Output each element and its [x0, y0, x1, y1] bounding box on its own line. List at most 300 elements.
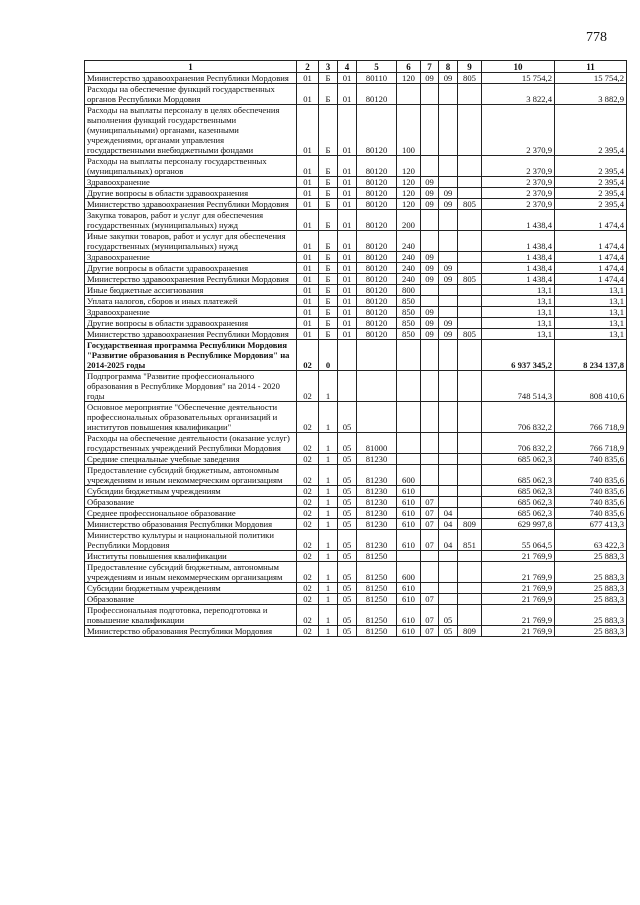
code-col-3: 0	[319, 340, 338, 371]
code-col-3: Б	[319, 210, 338, 231]
amount-col-11: 25 883,3	[555, 626, 627, 637]
code-col-6	[397, 551, 421, 562]
row-name: Уплата налогов, сборов и иных платежей	[85, 296, 297, 307]
code-col-2: 01	[297, 84, 319, 105]
code-col-8	[439, 402, 458, 433]
code-col-5: 80120	[357, 105, 397, 156]
code-col-4	[338, 340, 357, 371]
code-col-8	[439, 340, 458, 371]
code-col-2: 01	[297, 263, 319, 274]
code-col-6: 610	[397, 583, 421, 594]
code-col-5: 80120	[357, 252, 397, 263]
amount-col-10: 2 370,9	[482, 188, 555, 199]
amount-col-10: 2 370,9	[482, 177, 555, 188]
code-col-9	[458, 318, 482, 329]
row-name: Министерство образования Республики Мордовия	[85, 626, 297, 637]
row-name: Расходы на выплаты персоналу в целях обеспечения выполнения функций государственными (муниципальными) органами, казенными учреждениями, органами управления государственными внебюджетными фондами	[85, 105, 297, 156]
column-header: 2	[297, 61, 319, 73]
code-col-9: 809	[458, 626, 482, 637]
amount-col-10: 1 438,4	[482, 231, 555, 252]
code-col-8: 09	[439, 329, 458, 340]
budget-table	[84, 60, 627, 637]
amount-col-11: 740 835,6	[555, 454, 627, 465]
row-name: Предоставление субсидий бюджетным, автономным учреждениям и иным некоммерческим организациям	[85, 562, 297, 583]
code-col-3: 1	[319, 594, 338, 605]
code-col-6: 120	[397, 199, 421, 210]
column-header: 5	[357, 61, 397, 73]
code-col-8	[439, 454, 458, 465]
table-row	[85, 626, 627, 637]
row-name: Здравоохранение	[85, 307, 297, 318]
code-col-9	[458, 188, 482, 199]
code-col-4: 01	[338, 156, 357, 177]
code-col-8: 09	[439, 274, 458, 285]
code-col-8	[439, 210, 458, 231]
code-col-3: Б	[319, 307, 338, 318]
code-col-3: 1	[319, 454, 338, 465]
code-col-5: 81250	[357, 562, 397, 583]
code-col-9	[458, 340, 482, 371]
code-col-4	[338, 371, 357, 402]
code-col-7: 09	[421, 177, 439, 188]
amount-col-11: 677 413,3	[555, 519, 627, 530]
amount-col-10: 1 438,4	[482, 263, 555, 274]
code-col-8: 04	[439, 530, 458, 551]
code-col-8: 05	[439, 626, 458, 637]
row-name: Государственная программа Республики Мордовия "Развитие образования в Республике Мордовия" на 2014-2025 годы	[85, 340, 297, 371]
code-col-6: 120	[397, 177, 421, 188]
code-col-9	[458, 285, 482, 296]
table-row	[85, 454, 627, 465]
code-col-3: 1	[319, 508, 338, 519]
code-col-2: 01	[297, 274, 319, 285]
row-name: Подпрограмма "Развитие профессионального образования в Республике Мордовия" на 2014 - 2020 годы	[85, 371, 297, 402]
code-col-7	[421, 465, 439, 486]
amount-col-10: 13,1	[482, 285, 555, 296]
amount-col-11: 25 883,3	[555, 551, 627, 562]
table-row	[85, 252, 627, 263]
code-col-7: 09	[421, 252, 439, 263]
table-row	[85, 307, 627, 318]
page-number: 778	[586, 30, 607, 45]
code-col-7: 09	[421, 263, 439, 274]
code-col-3: Б	[319, 296, 338, 307]
code-col-9	[458, 156, 482, 177]
amount-col-11: 740 835,6	[555, 508, 627, 519]
amount-col-10: 2 370,9	[482, 156, 555, 177]
amount-col-11: 1 474,4	[555, 263, 627, 274]
code-col-2: 01	[297, 156, 319, 177]
amount-col-11: 8 234 137,8	[555, 340, 627, 371]
code-col-3: 1	[319, 402, 338, 433]
code-col-6: 850	[397, 318, 421, 329]
code-col-3: 1	[319, 626, 338, 637]
code-col-8: 09	[439, 263, 458, 274]
code-col-8: 09	[439, 73, 458, 84]
amount-col-10: 21 769,9	[482, 605, 555, 626]
code-col-9: 809	[458, 519, 482, 530]
code-col-6: 240	[397, 231, 421, 252]
column-header: 7	[421, 61, 439, 73]
code-col-7	[421, 433, 439, 454]
table-row	[85, 210, 627, 231]
amount-col-11: 13,1	[555, 318, 627, 329]
code-col-8	[439, 583, 458, 594]
code-col-5: 80120	[357, 84, 397, 105]
table-header-row	[85, 61, 627, 73]
code-col-5: 80120	[357, 329, 397, 340]
row-name: Профессиональная подготовка, переподготовка и повышение квалификации	[85, 605, 297, 626]
code-col-9	[458, 263, 482, 274]
code-col-8	[439, 594, 458, 605]
table-row	[85, 530, 627, 551]
code-col-3: Б	[319, 177, 338, 188]
row-name: Министерство образования Республики Мордовия	[85, 519, 297, 530]
code-col-6: 850	[397, 329, 421, 340]
code-col-3: Б	[319, 199, 338, 210]
amount-col-10: 685 062,3	[482, 465, 555, 486]
code-col-4: 01	[338, 188, 357, 199]
code-col-9	[458, 583, 482, 594]
row-name: Институты повышения квалификации	[85, 551, 297, 562]
code-col-6: 800	[397, 285, 421, 296]
code-col-9	[458, 402, 482, 433]
amount-col-11: 740 835,6	[555, 497, 627, 508]
table-row	[85, 562, 627, 583]
amount-col-10: 21 769,9	[482, 594, 555, 605]
code-col-6	[397, 402, 421, 433]
code-col-5: 81250	[357, 583, 397, 594]
code-col-7	[421, 285, 439, 296]
code-col-2: 02	[297, 551, 319, 562]
code-col-3: Б	[319, 105, 338, 156]
amount-col-11: 1 474,4	[555, 252, 627, 263]
code-col-7	[421, 486, 439, 497]
column-header: 1	[85, 61, 297, 73]
table-row	[85, 433, 627, 454]
amount-col-10: 55 064,5	[482, 530, 555, 551]
amount-col-10: 1 438,4	[482, 210, 555, 231]
code-col-9	[458, 465, 482, 486]
table-row	[85, 231, 627, 252]
code-col-4: 01	[338, 318, 357, 329]
row-name: Закупка товаров, работ и услуг для обеспечения государственных (муниципальных) нужд	[85, 210, 297, 231]
table-row	[85, 519, 627, 530]
amount-col-11: 1 474,4	[555, 231, 627, 252]
code-col-6: 240	[397, 263, 421, 274]
code-col-4: 05	[338, 562, 357, 583]
code-col-2: 02	[297, 340, 319, 371]
code-col-8	[439, 433, 458, 454]
amount-col-10: 706 832,2	[482, 433, 555, 454]
amount-col-11: 25 883,3	[555, 594, 627, 605]
code-col-9	[458, 551, 482, 562]
code-col-5: 81230	[357, 465, 397, 486]
amount-col-11: 740 835,6	[555, 486, 627, 497]
code-col-8	[439, 177, 458, 188]
code-col-2: 02	[297, 433, 319, 454]
code-col-5: 80120	[357, 199, 397, 210]
code-col-8: 04	[439, 508, 458, 519]
code-col-7	[421, 296, 439, 307]
amount-col-10: 21 769,9	[482, 562, 555, 583]
code-col-4: 05	[338, 583, 357, 594]
code-col-7	[421, 454, 439, 465]
code-col-6: 600	[397, 465, 421, 486]
code-col-2: 01	[297, 199, 319, 210]
table-row	[85, 296, 627, 307]
code-col-2: 02	[297, 519, 319, 530]
code-col-4: 01	[338, 252, 357, 263]
code-col-5: 80120	[357, 318, 397, 329]
code-col-9	[458, 562, 482, 583]
code-col-4: 01	[338, 231, 357, 252]
amount-col-10: 748 514,3	[482, 371, 555, 402]
code-col-7: 07	[421, 519, 439, 530]
code-col-6: 120	[397, 188, 421, 199]
code-col-3: Б	[319, 73, 338, 84]
code-col-5: 80120	[357, 188, 397, 199]
table-row	[85, 263, 627, 274]
column-header: 8	[439, 61, 458, 73]
table-row	[85, 274, 627, 285]
code-col-5: 81230	[357, 486, 397, 497]
row-name: Субсидии бюджетным учреждениям	[85, 583, 297, 594]
table-row	[85, 605, 627, 626]
code-col-4: 01	[338, 84, 357, 105]
code-col-9	[458, 307, 482, 318]
code-col-2: 01	[297, 307, 319, 318]
amount-col-10: 3 822,4	[482, 84, 555, 105]
column-header: 9	[458, 61, 482, 73]
row-name: Образование	[85, 497, 297, 508]
code-col-5: 81000	[357, 433, 397, 454]
row-name: Министерство здравоохранения Республики Мордовия	[85, 274, 297, 285]
code-col-8	[439, 84, 458, 105]
code-col-9	[458, 105, 482, 156]
code-col-8: 05	[439, 605, 458, 626]
amount-col-10: 1 438,4	[482, 274, 555, 285]
code-col-8	[439, 296, 458, 307]
code-col-2: 02	[297, 605, 319, 626]
code-col-7: 09	[421, 318, 439, 329]
amount-col-11: 15 754,2	[555, 73, 627, 84]
code-col-4: 01	[338, 73, 357, 84]
code-col-5: 80120	[357, 231, 397, 252]
amount-col-11: 25 883,3	[555, 583, 627, 594]
code-col-6: 120	[397, 73, 421, 84]
column-header: 6	[397, 61, 421, 73]
table-row	[85, 465, 627, 486]
code-col-9	[458, 497, 482, 508]
code-col-7: 09	[421, 73, 439, 84]
table-row	[85, 583, 627, 594]
code-col-3: Б	[319, 263, 338, 274]
row-name: Здравоохранение	[85, 252, 297, 263]
amount-col-10: 15 754,2	[482, 73, 555, 84]
code-col-5: 80120	[357, 274, 397, 285]
code-col-7: 09	[421, 188, 439, 199]
code-col-7: 07	[421, 594, 439, 605]
code-col-3: 1	[319, 530, 338, 551]
table-row	[85, 486, 627, 497]
code-col-2: 02	[297, 402, 319, 433]
code-col-3: Б	[319, 318, 338, 329]
code-col-4: 05	[338, 594, 357, 605]
amount-col-11: 13,1	[555, 307, 627, 318]
code-col-3: 1	[319, 486, 338, 497]
code-col-3: Б	[319, 329, 338, 340]
amount-col-10: 1 438,4	[482, 252, 555, 263]
code-col-7: 09	[421, 307, 439, 318]
row-name: Другие вопросы в области здравоохранения	[85, 318, 297, 329]
code-col-7	[421, 551, 439, 562]
code-col-5: 81230	[357, 530, 397, 551]
row-name: Расходы на выплаты персоналу государственных (муниципальных) органов	[85, 156, 297, 177]
code-col-3: 1	[319, 551, 338, 562]
row-name: Предоставление субсидий бюджетным, автономным учреждениям и иным некоммерческим организациям	[85, 465, 297, 486]
table-row	[85, 329, 627, 340]
code-col-2: 02	[297, 583, 319, 594]
code-col-8	[439, 105, 458, 156]
code-col-6: 100	[397, 105, 421, 156]
column-header: 11	[555, 61, 627, 73]
code-col-7	[421, 340, 439, 371]
code-col-9: 805	[458, 199, 482, 210]
code-col-4: 01	[338, 274, 357, 285]
code-col-4: 05	[338, 519, 357, 530]
code-col-5: 80120	[357, 285, 397, 296]
amount-col-11: 766 718,9	[555, 433, 627, 454]
code-col-4: 01	[338, 285, 357, 296]
amount-col-10: 21 769,9	[482, 583, 555, 594]
code-col-2: 01	[297, 318, 319, 329]
code-col-2: 02	[297, 371, 319, 402]
code-col-6: 610	[397, 594, 421, 605]
code-col-6: 610	[397, 519, 421, 530]
amount-col-10: 6 937 345,2	[482, 340, 555, 371]
row-name: Основное мероприятие "Обеспечение деятельности профессиональных образовательных организаций и институтов повышения квалификации"	[85, 402, 297, 433]
row-name: Здравоохранение	[85, 177, 297, 188]
amount-col-11: 13,1	[555, 329, 627, 340]
code-col-5: 81250	[357, 605, 397, 626]
code-col-4: 05	[338, 402, 357, 433]
code-col-5: 81230	[357, 454, 397, 465]
amount-col-10: 629 997,8	[482, 519, 555, 530]
amount-col-10: 685 062,3	[482, 454, 555, 465]
code-col-5: 80110	[357, 73, 397, 84]
row-name: Средние специальные учебные заведения	[85, 454, 297, 465]
code-col-7	[421, 583, 439, 594]
amount-col-11: 63 422,3	[555, 530, 627, 551]
code-col-7	[421, 105, 439, 156]
code-col-2: 01	[297, 73, 319, 84]
code-col-4: 01	[338, 199, 357, 210]
amount-col-10: 13,1	[482, 307, 555, 318]
code-col-2: 02	[297, 594, 319, 605]
table-row	[85, 105, 627, 156]
amount-col-11: 1 474,4	[555, 210, 627, 231]
code-col-5: 80120	[357, 210, 397, 231]
code-col-4: 01	[338, 329, 357, 340]
code-col-2: 02	[297, 626, 319, 637]
table-row	[85, 371, 627, 402]
column-header: 10	[482, 61, 555, 73]
table-row	[85, 188, 627, 199]
code-col-7: 07	[421, 530, 439, 551]
code-col-7	[421, 156, 439, 177]
row-name: Расходы на обеспечение деятельности (оказание услуг) государственных учреждений Республики Мордовия	[85, 433, 297, 454]
code-col-5	[357, 340, 397, 371]
amount-col-10: 21 769,9	[482, 551, 555, 562]
amount-col-11: 13,1	[555, 285, 627, 296]
code-col-2: 01	[297, 231, 319, 252]
code-col-8	[439, 551, 458, 562]
row-name: Иные бюджетные ассигнования	[85, 285, 297, 296]
table-row	[85, 177, 627, 188]
amount-col-11: 2 395,4	[555, 177, 627, 188]
code-col-9	[458, 252, 482, 263]
code-col-7: 09	[421, 329, 439, 340]
code-col-2: 01	[297, 285, 319, 296]
code-col-6: 240	[397, 252, 421, 263]
code-col-9	[458, 84, 482, 105]
code-col-6: 240	[397, 274, 421, 285]
code-col-7	[421, 84, 439, 105]
code-col-8	[439, 156, 458, 177]
code-col-3: Б	[319, 252, 338, 263]
code-col-5: 81250	[357, 626, 397, 637]
code-col-4: 01	[338, 263, 357, 274]
code-col-9: 851	[458, 530, 482, 551]
code-col-2: 01	[297, 188, 319, 199]
code-col-3: 1	[319, 433, 338, 454]
amount-col-10: 13,1	[482, 329, 555, 340]
table-row	[85, 285, 627, 296]
row-name: Другие вопросы в области здравоохранения	[85, 263, 297, 274]
amount-col-11: 2 395,4	[555, 199, 627, 210]
code-col-8	[439, 285, 458, 296]
amount-col-10: 706 832,2	[482, 402, 555, 433]
code-col-8: 09	[439, 199, 458, 210]
amount-col-10: 21 769,9	[482, 626, 555, 637]
code-col-2: 02	[297, 497, 319, 508]
amount-col-10: 13,1	[482, 296, 555, 307]
row-name: Министерство здравоохранения Республики Мордовия	[85, 329, 297, 340]
row-name: Другие вопросы в области здравоохранения	[85, 188, 297, 199]
code-col-7: 07	[421, 508, 439, 519]
amount-col-10: 685 062,3	[482, 486, 555, 497]
table-row	[85, 497, 627, 508]
code-col-4: 01	[338, 105, 357, 156]
code-col-9	[458, 605, 482, 626]
table-row	[85, 156, 627, 177]
code-col-6: 610	[397, 605, 421, 626]
code-col-9	[458, 177, 482, 188]
code-col-7: 07	[421, 626, 439, 637]
code-col-2: 01	[297, 252, 319, 263]
code-col-3: Б	[319, 156, 338, 177]
code-col-5: 80120	[357, 263, 397, 274]
code-col-7	[421, 562, 439, 583]
code-col-9	[458, 371, 482, 402]
code-col-3: 1	[319, 583, 338, 594]
code-col-6	[397, 433, 421, 454]
code-col-9	[458, 454, 482, 465]
code-col-2: 02	[297, 454, 319, 465]
column-header: 4	[338, 61, 357, 73]
code-col-5	[357, 402, 397, 433]
